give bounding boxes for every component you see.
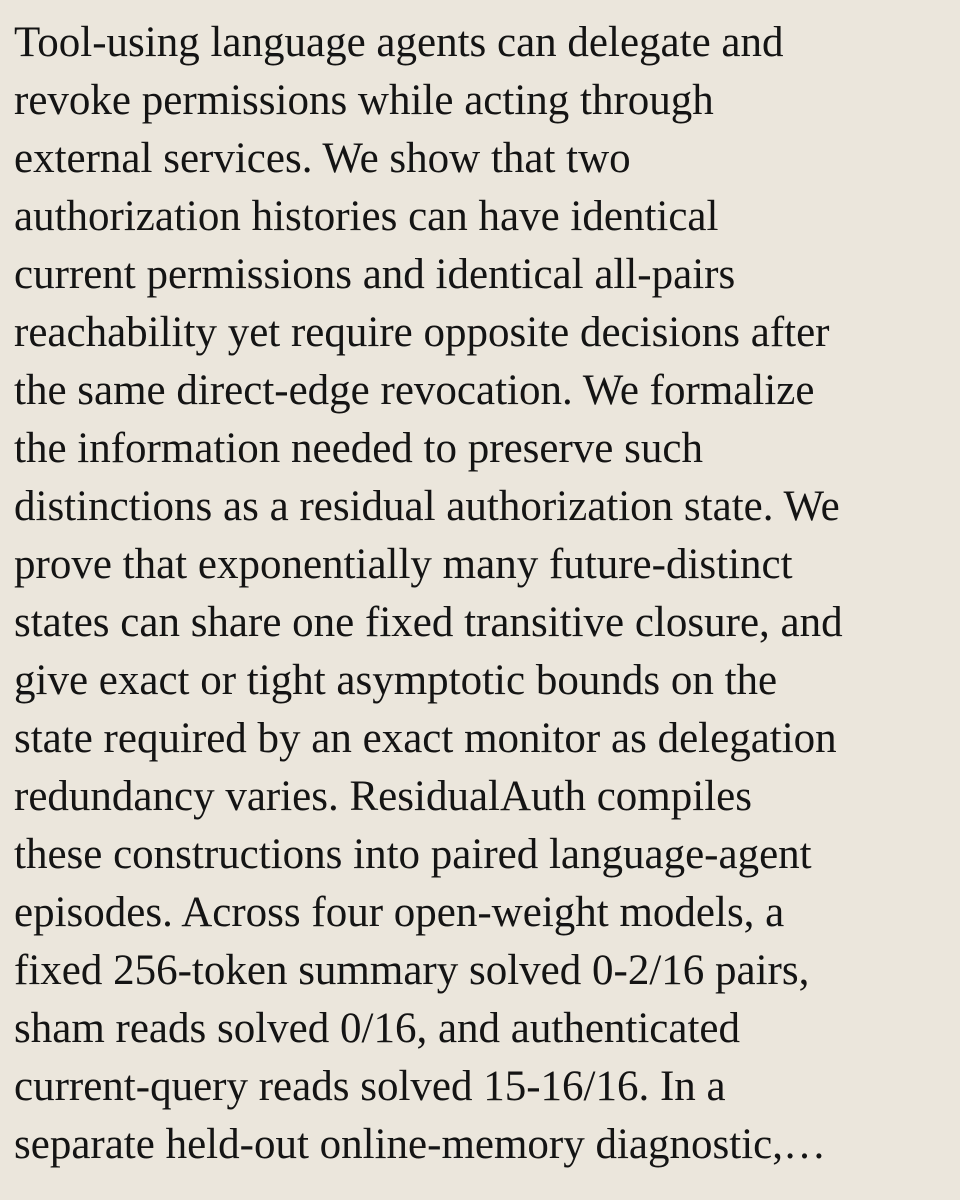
text-line: external services. We show that two bbox=[14, 135, 631, 182]
text-line: distinctions as a residual authorization state. We bbox=[14, 483, 840, 530]
text-line: current-query reads solved 15-16/16. In a bbox=[14, 1063, 726, 1110]
text-line: current permissions and identical all-pairs bbox=[14, 251, 736, 298]
text-line: prove that exponentially many future-distinct bbox=[14, 541, 793, 588]
text-line: state required by an exact monitor as delegation bbox=[14, 715, 837, 762]
text-line: reachability yet require opposite decisions after bbox=[14, 309, 830, 356]
text-line: authorization histories can have identical bbox=[14, 193, 719, 240]
text-line: these constructions into paired language-agent bbox=[14, 831, 812, 878]
text-line: Tool-using language agents can delegate and bbox=[14, 19, 784, 66]
text-line: give exact or tight asymptotic bounds on the bbox=[14, 657, 778, 704]
abstract-text bbox=[14, 14, 960, 1174]
text-line: the information needed to preserve such bbox=[14, 425, 703, 472]
text-line: sham reads solved 0/16, and authenticated bbox=[14, 1005, 741, 1052]
text-line: revoke permissions while acting through bbox=[14, 77, 714, 124]
text-line: fixed 256-token summary solved 0-2/16 pairs, bbox=[14, 947, 810, 994]
text-line: episodes. Across four open-weight models, a bbox=[14, 889, 785, 936]
text-line: the same direct-edge revocation. We formalize bbox=[14, 367, 815, 414]
text-line: redundancy varies. ResidualAuth compiles bbox=[14, 773, 752, 820]
text-line: separate held-out online-memory diagnostic,… bbox=[14, 1121, 826, 1168]
text-line: states can share one fixed transitive closure, and bbox=[14, 599, 843, 646]
